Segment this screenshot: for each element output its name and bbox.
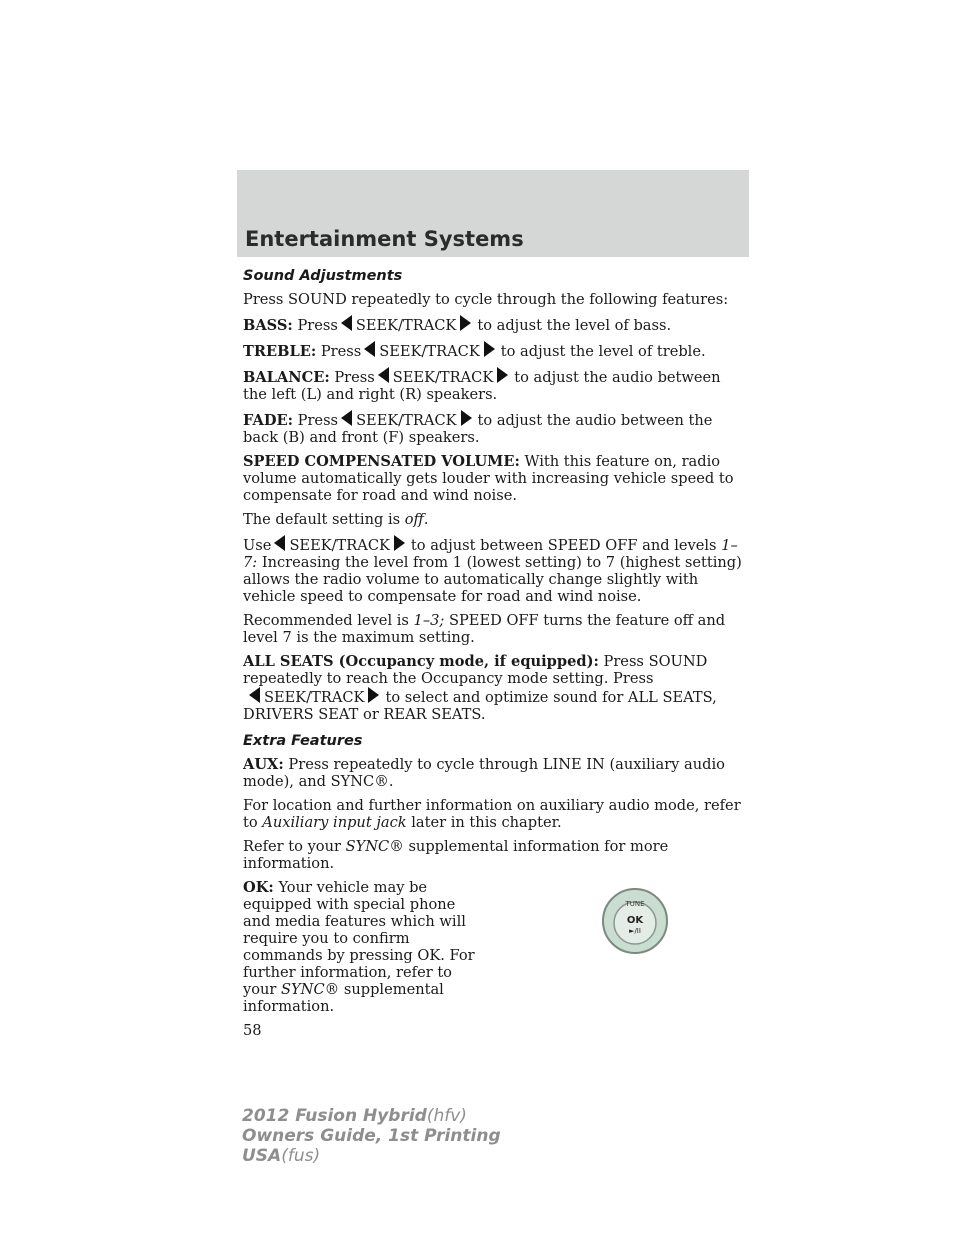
- use-levels: 1–7:: [243, 537, 738, 571]
- fade-desc: to adjust the audio between the back (B) and front (F) speakers.: [243, 412, 713, 446]
- seek-left-icon: [341, 410, 352, 426]
- footer-printing: Owners Guide, 1st Printing: [242, 1126, 501, 1146]
- ok-rest: supplemental information.: [243, 981, 444, 1015]
- seek-left-icon: [274, 535, 285, 551]
- aux-desc: Press repeatedly to cycle through LINE IN (auxiliary audio mode), and SYNC®.: [243, 756, 725, 790]
- allseats-rest: to select and optimize sound for ALL SEATS, DRIVERS SEAT or REAR SEATS.: [243, 689, 717, 723]
- ok-label: OK:: [243, 879, 274, 896]
- bass-press: Press: [297, 317, 338, 334]
- fade-press: Press: [297, 412, 339, 429]
- seek-left-icon: [378, 367, 389, 383]
- balance-seek: SEEK/TRACK: [392, 369, 494, 386]
- balance-label: BALANCE:: [243, 369, 330, 386]
- footer-market-code: (fus): [281, 1146, 321, 1166]
- seek-left-icon: [249, 687, 260, 703]
- seek-left-icon: [341, 315, 352, 331]
- knob-play-label: ►/II: [629, 927, 641, 935]
- default-paragraph: [243, 511, 743, 528]
- aux-label: AUX:: [243, 756, 284, 773]
- use-text: Use: [243, 537, 272, 554]
- bass-label: BASS:: [243, 317, 293, 334]
- use-rest: Increasing the level from 1 (lowest setting) to 7 (highest setting) allows the radio volume to automatically change slightly with vehicle speed to compensate for road and wind noise.: [243, 554, 742, 605]
- default-text: The default setting is: [243, 511, 401, 528]
- allseats-paragraph: [243, 653, 743, 723]
- allseats-desc: Press SOUND repeatedly to reach the Occupancy mode setting. Press: [243, 653, 708, 687]
- default-value: off.: [404, 511, 429, 528]
- ok-desc: Your vehicle may be equipped with special phone and media features which will require you to confirm commands by pressing OK. For further information, refer to your: [243, 879, 475, 998]
- page-content: [243, 268, 743, 1039]
- section-title: Entertainment Systems: [245, 227, 524, 251]
- scv-paragraph: [243, 453, 743, 504]
- location-ref: Auxiliary input jack: [262, 814, 407, 831]
- recommended-value: 1–3;: [413, 612, 445, 629]
- footer-model-code: (hfv): [426, 1106, 467, 1126]
- scv-desc: With this feature on, radio volume automatically gets louder with increasing vehicle speed to compensate for road and wind noise.: [243, 453, 734, 504]
- recommended-text: Recommended level is: [243, 612, 409, 629]
- balance-desc: to adjust the audio between the left (L) and right (R) speakers.: [243, 369, 721, 403]
- refer-rest: supplemental information for more information.: [243, 838, 669, 872]
- fade-paragraph: [243, 410, 743, 446]
- balance-press: Press: [334, 369, 375, 386]
- balance-paragraph: [243, 367, 743, 403]
- ok-block: [243, 879, 743, 1015]
- page-footer: [242, 1106, 501, 1166]
- seek-right-icon: [394, 535, 405, 551]
- bass-seek: SEEK/TRACK: [355, 317, 457, 334]
- allseats-seek: SEEK/TRACK: [264, 689, 365, 706]
- treble-desc: to adjust the level of treble.: [500, 343, 706, 360]
- fade-label: FADE:: [243, 412, 293, 429]
- use-paragraph: [243, 535, 743, 605]
- seek-right-icon: [484, 341, 495, 357]
- ok-ref: SYNC®: [281, 981, 340, 998]
- location-rest: later in this chapter.: [411, 814, 562, 831]
- treble-paragraph: [243, 341, 743, 360]
- ok-paragraph: [243, 879, 483, 1015]
- recommended-rest: SPEED OFF turns the feature off and level 7 is the maximum setting.: [243, 612, 726, 646]
- refer-text: Refer to your: [243, 838, 341, 855]
- extra-features-heading: Extra Features: [243, 733, 363, 749]
- section-header: [237, 170, 749, 257]
- location-paragraph: [243, 797, 743, 831]
- location-text: For location and further information on auxiliary audio mode, refer to: [243, 797, 741, 831]
- knob-tune-label: TUNE: [625, 900, 645, 908]
- footer-market: USA: [242, 1146, 282, 1166]
- use-seek: SEEK/TRACK: [289, 537, 390, 554]
- sound-intro: Press SOUND repeatedly to cycle through the following features:: [243, 291, 729, 308]
- page-number: 58: [243, 1022, 262, 1039]
- scv-label: SPEED COMPENSATED VOLUME:: [243, 453, 520, 470]
- seek-left-icon: [364, 341, 375, 357]
- fade-seek: SEEK/TRACK: [356, 412, 457, 429]
- seek-right-icon: [368, 687, 379, 703]
- seek-right-icon: [461, 410, 472, 426]
- bass-paragraph: [243, 315, 743, 334]
- treble-seek: SEEK/TRACK: [379, 343, 480, 360]
- bass-desc: to adjust the level of bass.: [477, 317, 672, 334]
- tune-ok-knob-icon: [601, 887, 669, 955]
- allseats-label: ALL SEATS (Occupancy mode, if equipped):: [243, 653, 599, 670]
- seek-right-icon: [460, 315, 471, 331]
- sound-adjustments-heading: Sound Adjustments: [243, 268, 403, 284]
- seek-right-icon: [497, 367, 508, 383]
- refer-ref: SYNC®: [345, 838, 404, 855]
- treble-label: TREBLE:: [243, 343, 317, 360]
- treble-press: Press: [320, 343, 362, 360]
- refer-paragraph: [243, 838, 743, 872]
- knob-ok-label: OK: [626, 915, 644, 926]
- footer-model: 2012 Fusion Hybrid: [242, 1106, 427, 1126]
- recommended-paragraph: [243, 612, 743, 646]
- aux-paragraph: [243, 756, 743, 790]
- use-desc: to adjust between SPEED OFF and levels: [410, 537, 717, 554]
